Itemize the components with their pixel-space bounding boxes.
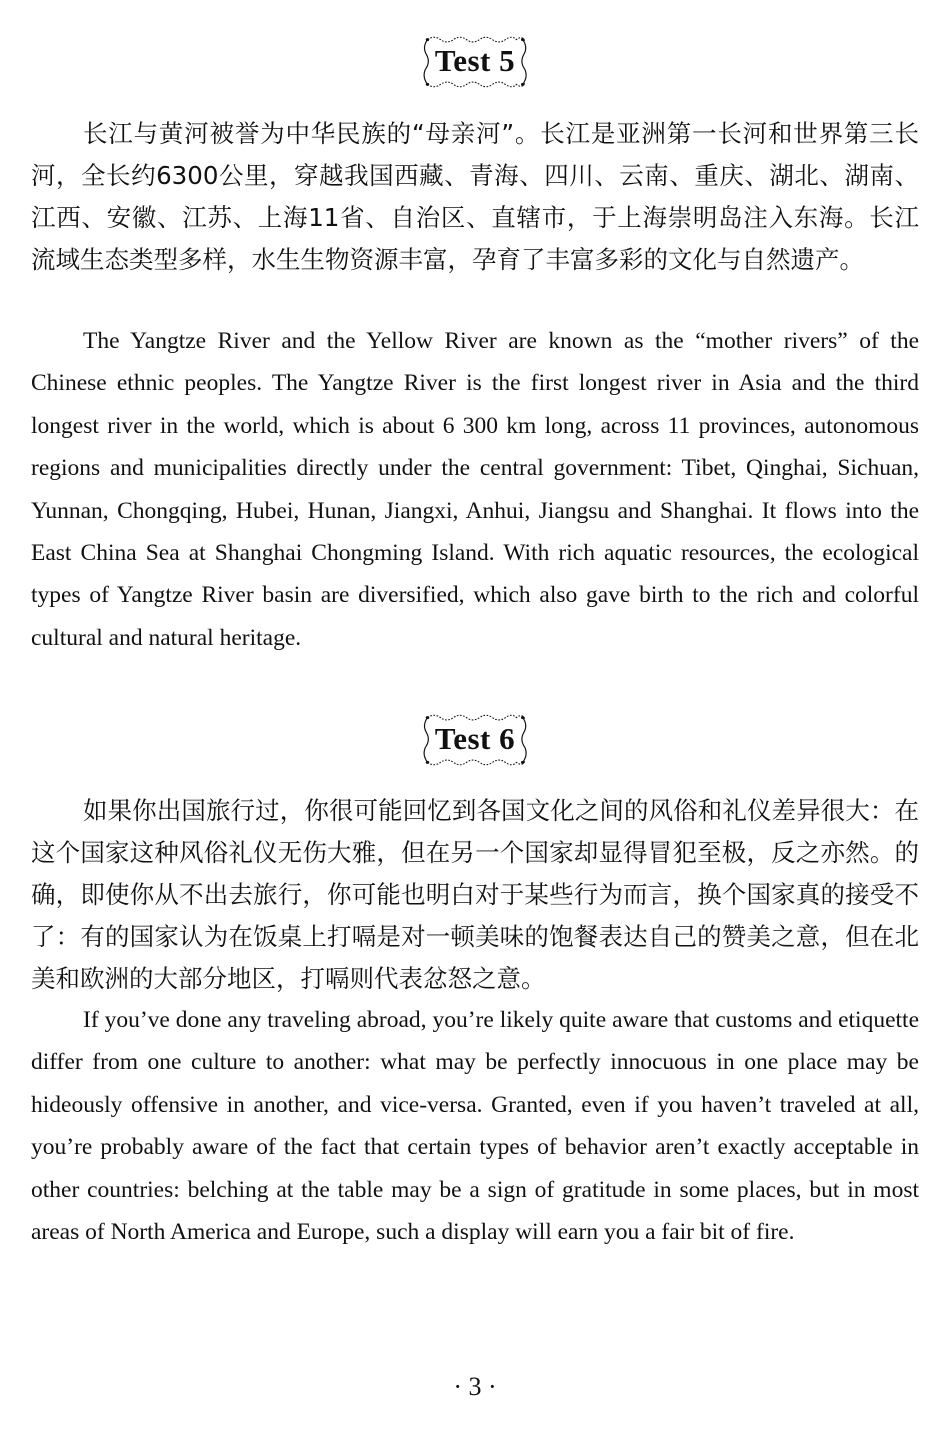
ornamental-frame [421,34,529,90]
english-paragraph-test-5: The Yangtze River and the Yellow River are known as the “mother rivers” of the Chinese ethnic peoples. The Yangtze River is the first longest river in Asia and the third longest river in the world, which is about 6 300 km long, across 11 provinces, autonomous regions and municipalities directly under the central government: Tibet, Qinghai, Sichuan, Yunnan, Chongqing, Hubei, Hunan, Jiangxi, Anhui, Jiangsu and Shanghai. It flows into the East China Sea at Shanghai Chongming Island. With rich aquatic resources, the ecological types of Yangtze River basin are diversified, which also gave birth to the rich and colorful cultural and natural heritage. [31,328,919,651]
section-heading-test-5 [0,34,950,90]
chinese-paragraph-test-6: 如果你出国旅行过，你很可能回忆到各国文化之间的风俗和礼仪差异很大：在这个国家这种风俗礼仪无伤大雅，但在另一个国家却显得冒犯至极，反之亦然。的确，即使你从不出去旅行，你可能也明白对于某些行为而言，换个国家真的接受不了：有的国家认为在饭桌上打嗝是对一顿美味的饱餐表达自己的赞美之意，但在北美和欧洲的大部分地区，打嗝则代表忿怒之意。 [31,796,919,993]
english-paragraph-test-6: If you’ve done any traveling abroad, you’re likely quite aware that customs and etiquette differ from one culture to another: what may be perfectly innocuous in one place may be hideously offensive in another, and vice-versa. Granted, even if you haven’t traveled at all, you’re probably aware of the fact that certain types of behavior aren’t exactly acceptable in other countries: belching at the table may be a sign of gratitude in some places, but in most areas of North America and Europe, such a display will earn you a fair bit of fire. [31,1007,919,1246]
page-number: · 3 · [453,1372,497,1401]
heading-label: Test 6 [434,721,516,756]
chinese-paragraph-test-5: 长江与黄河被誉为中华民族的“母亲河”。长江是亚洲第一长河和世界第三长河，全长约6300公里，穿越我国西藏、青海、四川、云南、重庆、湖北、湖南、江西、安徽、江苏、上海11省、自治区、直辖市，于上海崇明岛注入东海。长江流域生态类型多样，水生生物资源丰富，孕育了丰富多彩的文化与自然遗产。 [31,119,919,274]
section-heading-test-6 [0,712,950,768]
ornamental-frame [421,712,529,768]
heading-label: Test 5 [434,43,516,78]
